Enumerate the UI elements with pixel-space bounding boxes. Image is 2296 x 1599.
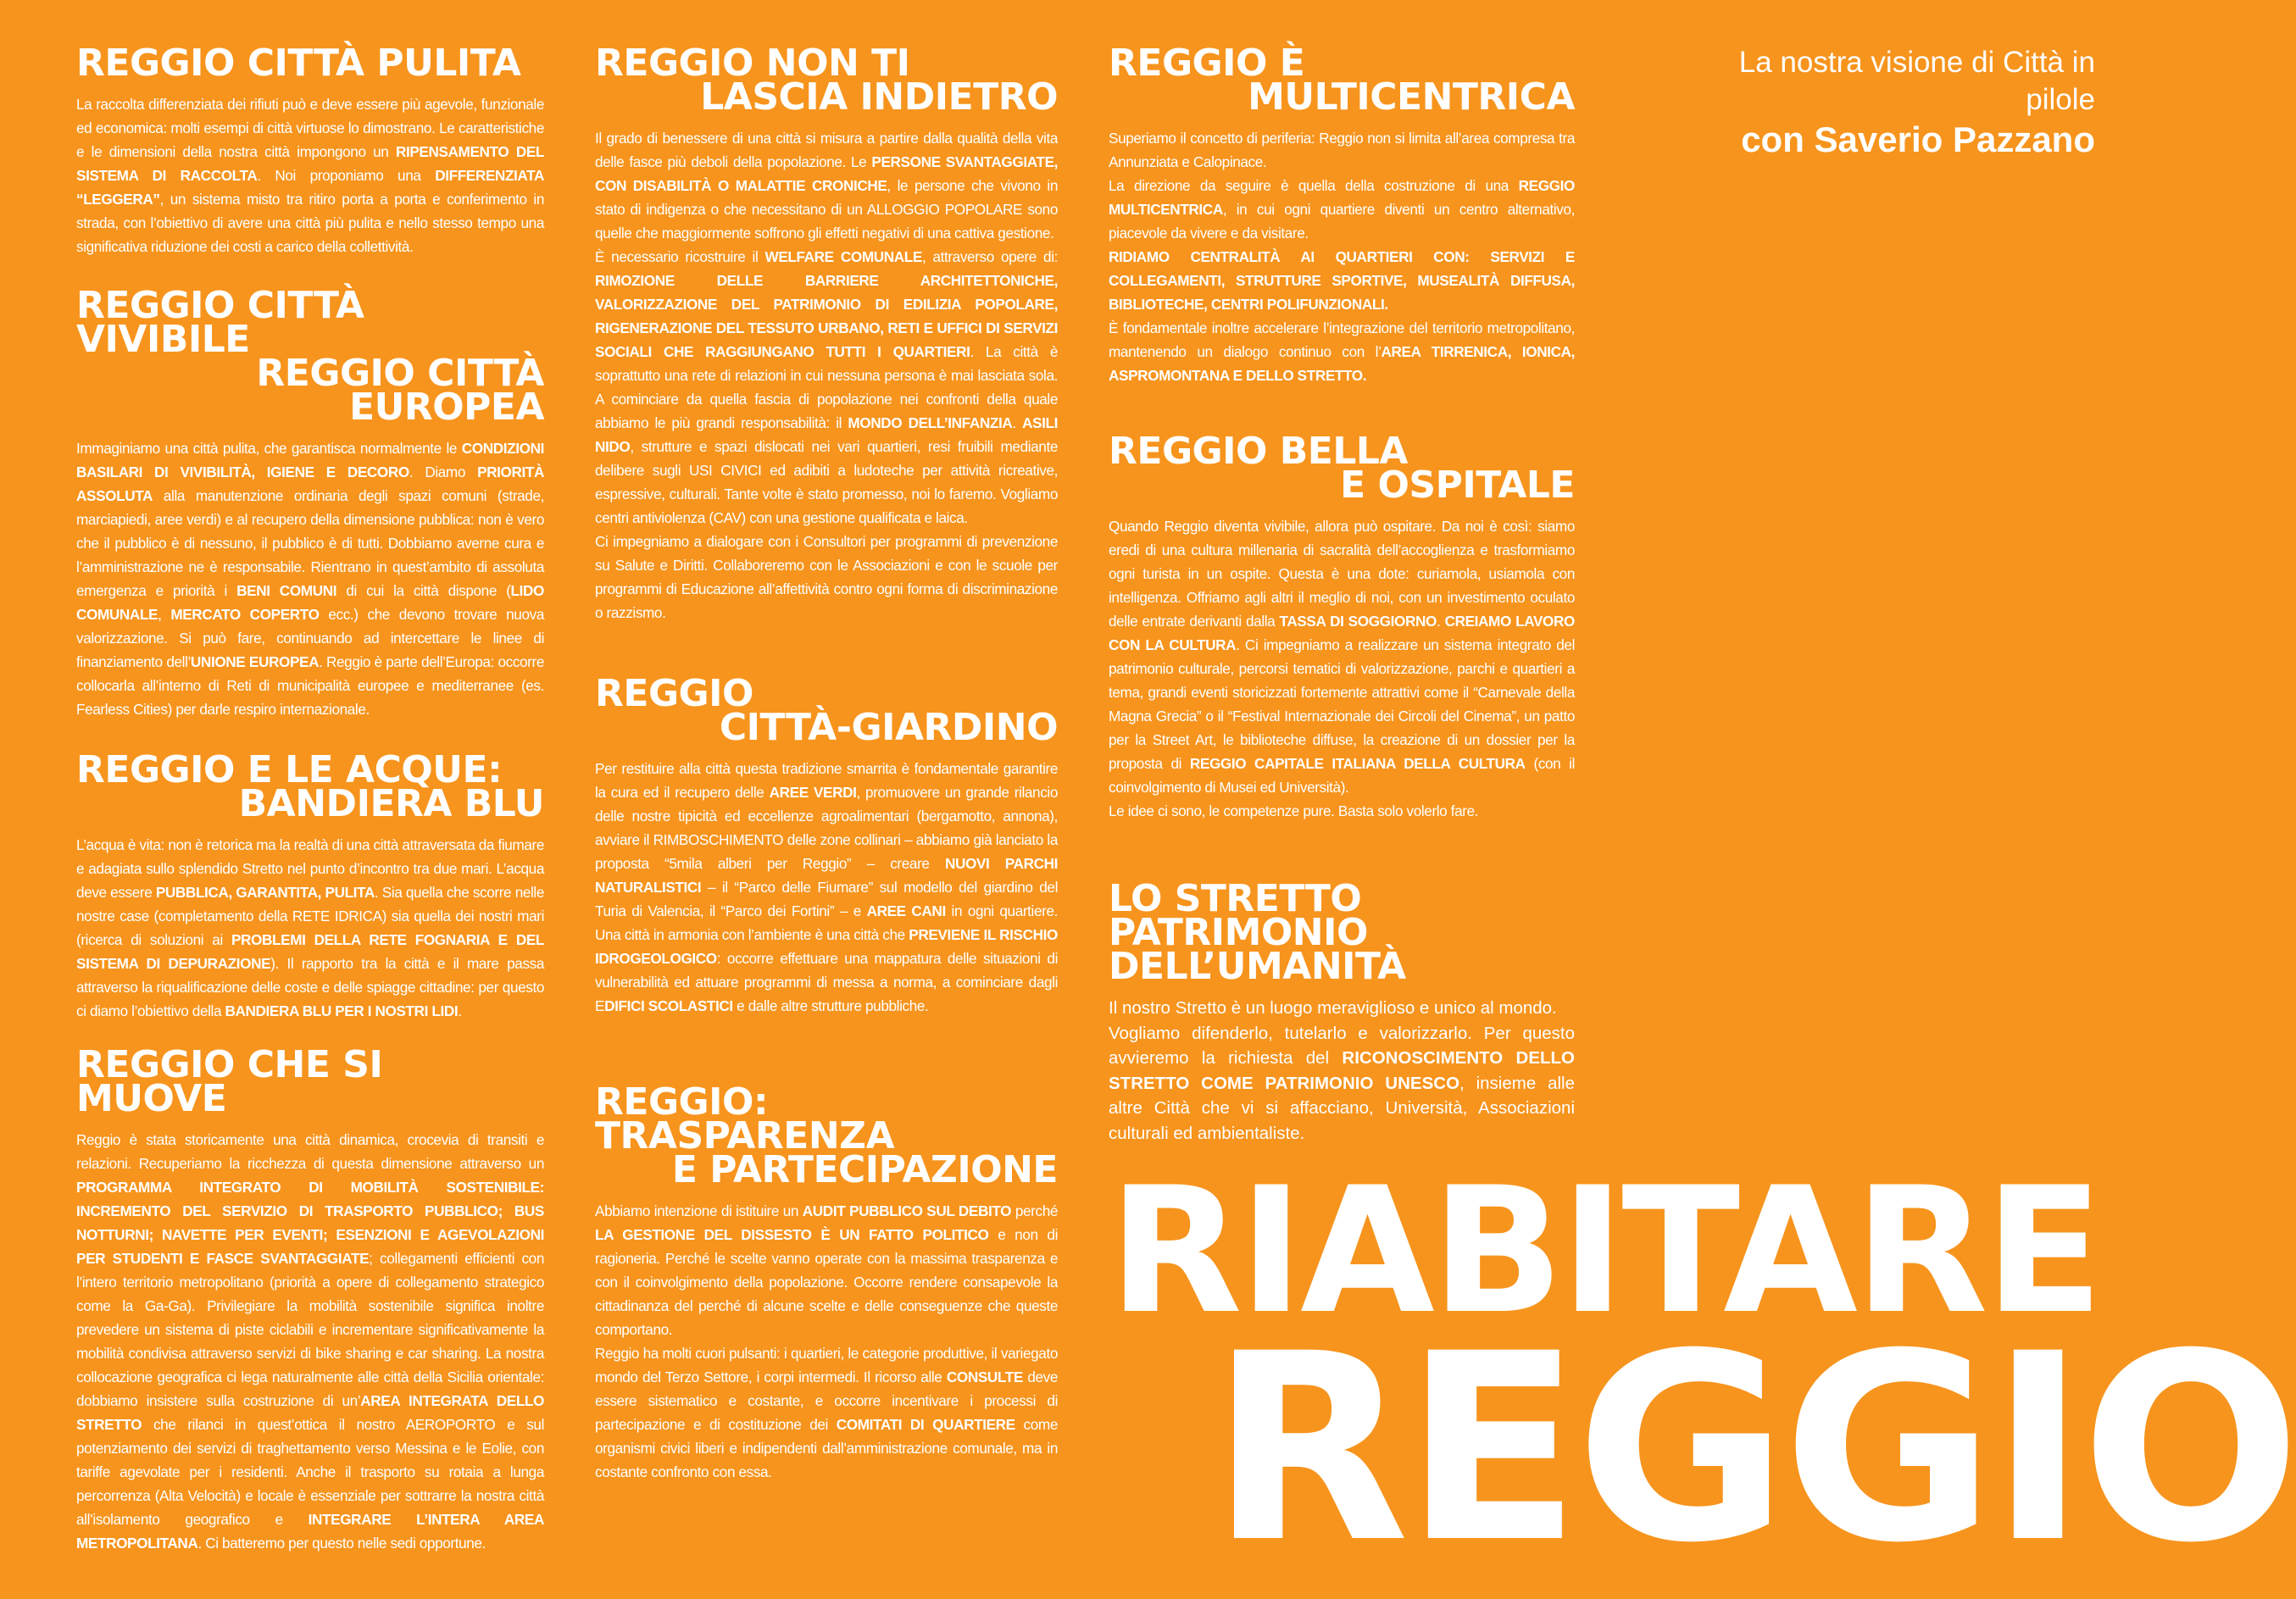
section-giardino [595,672,1058,1018]
section-body [595,126,1058,625]
section-paragraph: Il nostro Stretto è un luogo meraviglioso e unico al mondo. [1109,998,1557,1018]
section-paragraph: RIDIAMO CENTRALITÀ AI QUARTIERI CON: SERVIZI E COLLEGAMENTI, STRUTTURE SPORTIVE, MUSEALITÀ DIFFUSA, BIBLIOTECHE, CENTRI POLIFUNZIONALI. [1109,248,1575,313]
section-body [595,757,1058,1018]
section-paragraph: Per restituire alla città questa tradizione smarrita è fondamentale garantire la cura ed il recupero delle AREE VERDI, promuovere un grande rilancio delle nostre tipicità ed eccellenze agroalimentari (bergamotto, annona), avviare il RIMBOSCHIMENTO delle zone collinari – abbiamo già lanciato la proposta “5mila alberi per Reggio” – creare NUOVI PARCHI NATURALISTICI – il “Parco delle Fiumare” sul modello del giardino del Turia di Valencia, il “Parco dei Fortini” – e AREE CANI in ogni quartiere. Una città in armonia con l’ambiente è una città che PREVIENE IL RISCHIO IDROGEOLOGICO: occorre effettuare una mappatura delle situazioni di vulnerabilità ed attuare programmi di messa a norma, a cominciare dagli EDIFICI SCOLASTICI e dalle altre strutture pubbliche. [595,760,1058,1014]
header-subtitle: La nostra visione di Città in pilole [1738,46,2095,116]
section-title-line2: LASCIA INDIETRO [700,75,1058,119]
section-title [76,1043,544,1120]
big-title-line1: RIABITARE [1109,1151,2100,1352]
section-paragraph: Abbiamo intenzione di istituire un AUDIT PUBBLICO SUL DEBITO perché LA GESTIONE DEL DISSESTO È UN FATTO POLITICO e non di ragioneria. Perché le scelte vanno operate con la massima trasparenza e con il coinvolgimento della popolazione. Occorre rendere consapevole la cittadinanza del perché di alcune scelte e delle conseguenze che queste comportano. [595,1202,1059,1338]
section-title-line2: REGGIO CITTÀ EUROPEA [256,352,544,429]
column-2 [595,42,1059,1513]
section-title [1109,877,1575,988]
section-indietro [595,42,1059,625]
section-title-line1: REGGIO CHE SI MUOVE [76,1043,383,1120]
section-title-line1: REGGIO E LE ACQUE: [76,748,503,791]
section-pulita [76,42,544,258]
section-body [1109,126,1575,387]
section-title-line1: REGGIO BELLA [1109,430,1408,473]
section-body [1109,514,1575,823]
section-title-line1: REGGIO CITTÀ VIVIBILE [76,284,364,361]
section-body [595,1199,1058,1484]
section-title-line2: E OSPITALE [1340,464,1575,507]
section-paragraph: È fondamentale inoltre accelerare l’integrazione del territorio metropolitano, mantenendo un dialogo continuo con l’AREA TIRRENICA, IONICA, ASPROMONTANA E DELLO STRETTO. [1109,319,1575,384]
section-paragraph: Le idee ci sono, le competenze pure. Basta solo volerlo fare. [1109,802,1479,819]
section-multicentrica [1109,42,1575,387]
section-title-line2: E PARTECIPAZIONE [671,1148,1058,1191]
header-name: con Saverio Pazzano [1741,119,2095,159]
section-paragraph: Ci impegniamo a dialogare con i Consultori per programmi di prevenzione su Salute e Diritti. Collaboreremo con le Associazioni e con le scuole per programmi di Educazione all’affettività contro ogni forma di discriminazione o razzismo. [595,533,1058,621]
section-title [76,42,544,85]
big-title [1109,1151,2296,1599]
section-muove [76,1043,544,1555]
section-title-line1: REGGIO CITTÀ PULITA [76,42,521,85]
section-paragraph: Superiamo il concetto di periferia: Reggio non si limita all’area compresa tra Annunziata e Calopinace. [1109,130,1575,170]
section-title-line1: REGGIO È [1109,42,1305,85]
header [1693,44,2095,161]
big-title-line2: REGGIO [1210,1298,2296,1599]
section-body [76,436,544,721]
section-title [76,284,544,429]
section-title-line1: LO STRETTO [1109,877,1362,920]
section-title-line2: PATRIMONIO DELL’UMANITÀ [1109,911,1406,988]
section-title [595,1080,1058,1191]
section-body [1109,996,1575,1146]
section-title [76,748,544,825]
column-3 [1109,42,1576,1174]
section-paragraph: L’acqua è vita: non è retorica ma la realtà di una città attraversata da fiumare e adagiata sullo splendido Stretto nel punto d’incontro tra due mari. L’acqua deve essere PUBBLICA, GARANTITA, PULITA. Sia quella che scorre nelle nostre case (completamento della RETE IDRICA) sia quella dei nostri mari (ricerca di soluzioni ai PROBLEMI DELLA RETE FOGNARIA E DEL SISTEMA DI DEPURAZIONE). Il rapporto tra la città e il mare passa attraverso la riqualificazione delle coste e delle spiagge cittadine: per questo ci diamo l’obiettivo della BANDIERA BLU PER I NOSTRI LIDI. [76,836,545,1019]
section-title [595,672,1058,749]
section-title-line2: MULTICENTRICA [1248,75,1575,119]
section-body [76,833,544,1023]
section-vivibile [76,284,544,721]
section-title-line1: REGGIO: TRASPARENZA [595,1080,895,1158]
section-title [1109,42,1575,119]
section-paragraph: Immaginiamo una città pulita, che garantisca normalmente le CONDIZIONI BASILARI DI VIVIBILITÀ, IGIENE E DECORO. Diamo PRIORITÀ ASSOLUTA alla manutenzione ordinaria degli spazi comuni (strade, marciapiedi, aree verdi) e al recupero della dimensione pubblica: non è vero che il pubblico è di nessuno, il pubblico è di tutti. Dobbiamo averne cura e l’amministrazione ne è responsabile. Rientrano in quest’ambito di assoluta emergenza e priorità i BENI COMUNI di cui la città dispone (LIDO COMUNALE, MERCATO COPERTO ecc.) che devono trovare nuova valorizzazione. Si può fare, continuando ad intercettare le linee di finanziamento dell’UNIONE EUROPEA. Reggio è parte dell’Europa: occorre collocarla all’interno di Reti di municipalità europee e mediterranee (es. Fearless Cities) per darle respiro internazionale. [76,440,544,718]
section-ospitale [1109,430,1575,823]
section-paragraph: È necessario ricostruire il WELFARE COMUNALE, attraverso opere di: RIMOZIONE DELLE BARRIERE ARCHITETTONICHE, VALORIZZAZIONE DEL PATRIMONIO DI EDILIZIA POPOLARE, RIGENERAZIONE DEL TESSUTO URBANO, RETI E UFFICI DI SERVIZI SOCIALI CHE RAGGIUNGANO TUTTI I QUARTIERI. La città è soprattutto una rete di relazioni in cui nessuna persona è mai lasciata sola. A cominciare da quella fascia di popolazione nei confronti della quale abbiamo le più grandi responsabilità: il MONDO DELL’INFANZIA. ASILI NIDO, strutture e spazi dislocati nei vari quartieri, resi fruibili mediante delibere sugli USI CIVICI ed adibiti a ludoteche per attività ricreative, espressive, culturali. Tante volte è stato promesso, noi lo faremo. Vogliamo centri antiviolenza (CAV) con una gestione qualificata e laica. [595,248,1059,526]
section-body [76,92,544,258]
section-paragraph: Reggio ha molti cuori pulsanti: i quartieri, le categorie produttive, il variegato mondo del Terzo Settore, i corpi intermedi. Il ricorso alle CONSULTE deve essere sistematico e costante, e occorre incentivare i processi di partecipazione e di costituzione dei COMITATI DI QUARTIERE come organismi civici liberi e indipendenti dall’amministrazione comunale, ma in costante confronto con essa. [595,1345,1058,1480]
section-stretto [1109,877,1576,1146]
section-title-line1: REGGIO NON TI [595,42,910,85]
section-paragraph: Quando Reggio diventa vivibile, allora può ospitare. Da noi è così: siamo eredi di una cultura millenaria di sacralità dell’accoglienza e trasformiamo ogni turista in un ospite. Questa è una dote: curiamola, usiamola con intelligenza. Offriamo agli altri il meglio di noi, con un investimento oculato delle entrate derivanti dalla TASSA DI SOGGIORNO. CREIAMO LAVORO CON LA CULTURA. Ci impegniamo a realizzare un sistema integrato del patrimonio culturale, percorsi tematici di valorizzazione, parchi e quartieri a tema, grandi eventi storicizzati fortemente attrattivi come il “Carnevale della Magna Grecia” o il “Festival Internazionale dei Circoli del Cinema”, un patto per la Street Art, le biblioteche diffuse, la creazione di un dossier per la proposta di REGGIO CAPITALE ITALIANA DELLA CULTURA (con il coinvolgimento di Musei ed Università). [1109,518,1575,796]
section-paragraph: Reggio è stata storicamente una città dinamica, crocevia di transiti e relazioni. Recuperiamo la ricchezza di questa dimensione attraverso un PROGRAMMA INTEGRATO DI MOBILITÀ SOSTENIBILE: INCREMENTO DEL SERVIZIO DI TRASPORTO PUBBLICO; BUS NOTTURNI; NAVETTE PER EVENTI; ESENZIONI E AGEVOLAZIONI PER STUDENTI E FASCE SVANTAGGIATE; collegamenti efficienti con l’intero territorio metropolitano (priorità a opere di collegamento strategico come la Ga-Ga). Privilegiare la mobilità sostenibile significa inoltre prevedere un sistema di piste ciclabili e incrementare significativamente la mobilità condivisa attraverso servizi di bike sharing e car sharing. La nostra collocazione geografica ci lega naturalmente alle città della Sicilia orientale: dobbiamo insistere sulla costruzione di un’AREA INTEGRATA DELLO STRETTO che rilanci in quest’ottica il nostro AEROPORTO e sul potenziamento dei servizi di traghettamento verso Messina e le Eolie, con tariffe agevolate per i residenti. Anche il trasporto su rotaia a lunga percorrenza (Alta Velocità) e locale è essenziale per sottrarre la nostra città all’isolamento geografico e INTEGRARE L’INTERA AREA METROPOLITANA. Ci batteremo per questo nelle sedi opportune. [76,1131,544,1552]
section-paragraph: Vogliamo difenderlo, tutelarlo e valorizzarlo. Per questo avvieremo la richiesta del RICONOSCIMENTO DELLO STRETTO COME PATRIMONIO UNESCO, insieme alle altre Città che vi si affacciano, Università, Associazioni culturali ed ambientaliste. [1109,1023,1576,1143]
section-paragraph: Il grado di benessere di una città si misura a partire dalla qualità della vita delle fasce più deboli della popolazione. Le PERSONE SVANTAGGIATE, CON DISABILITÀ O MALATTIE CRONICHE, le persone che vivono in stato di indigenza o che necessitano di un ALLOGGIO POPOLARE sono quelle che maggiormente soffrono gli effetti negativi di una cattiva gestione. [595,130,1059,242]
section-title [595,42,1058,119]
section-paragraph: La raccolta differenziata dei rifiuti può e deve essere più agevole, funzionale ed economica: molti esempi di città virtuose lo dimostrano. Le caratteristiche e le dimensioni della nostra città impongono un RIPENSAMENTO DEL SISTEMA DI RACCOLTA. Noi proponiamo una DIFFERENZIATA “LEGGERA”, un sistema misto tra ritiro porta a porta e conferimento in strada, con l’obiettivo di avere una città più pulita e nello stesso tempo una significativa riduzione dei costi a carico della collettività. [76,96,544,255]
section-body [76,1128,544,1555]
section-trasparenza [595,1080,1059,1484]
section-title-line1: REGGIO [595,672,753,715]
column-1 [76,42,545,1584]
section-acque [76,748,545,1023]
section-title-line2: CITTÀ-GIARDINO [719,706,1058,749]
section-title-line2: BANDIERA BLU [238,782,544,825]
section-title [1109,430,1575,507]
section-paragraph: La direzione da seguire è quella della costruzione di una REGGIO MULTICENTRICA, in cui ogni quartiere diventi un centro alternativo, piacevole da vivere e da visitare. [1109,177,1575,242]
